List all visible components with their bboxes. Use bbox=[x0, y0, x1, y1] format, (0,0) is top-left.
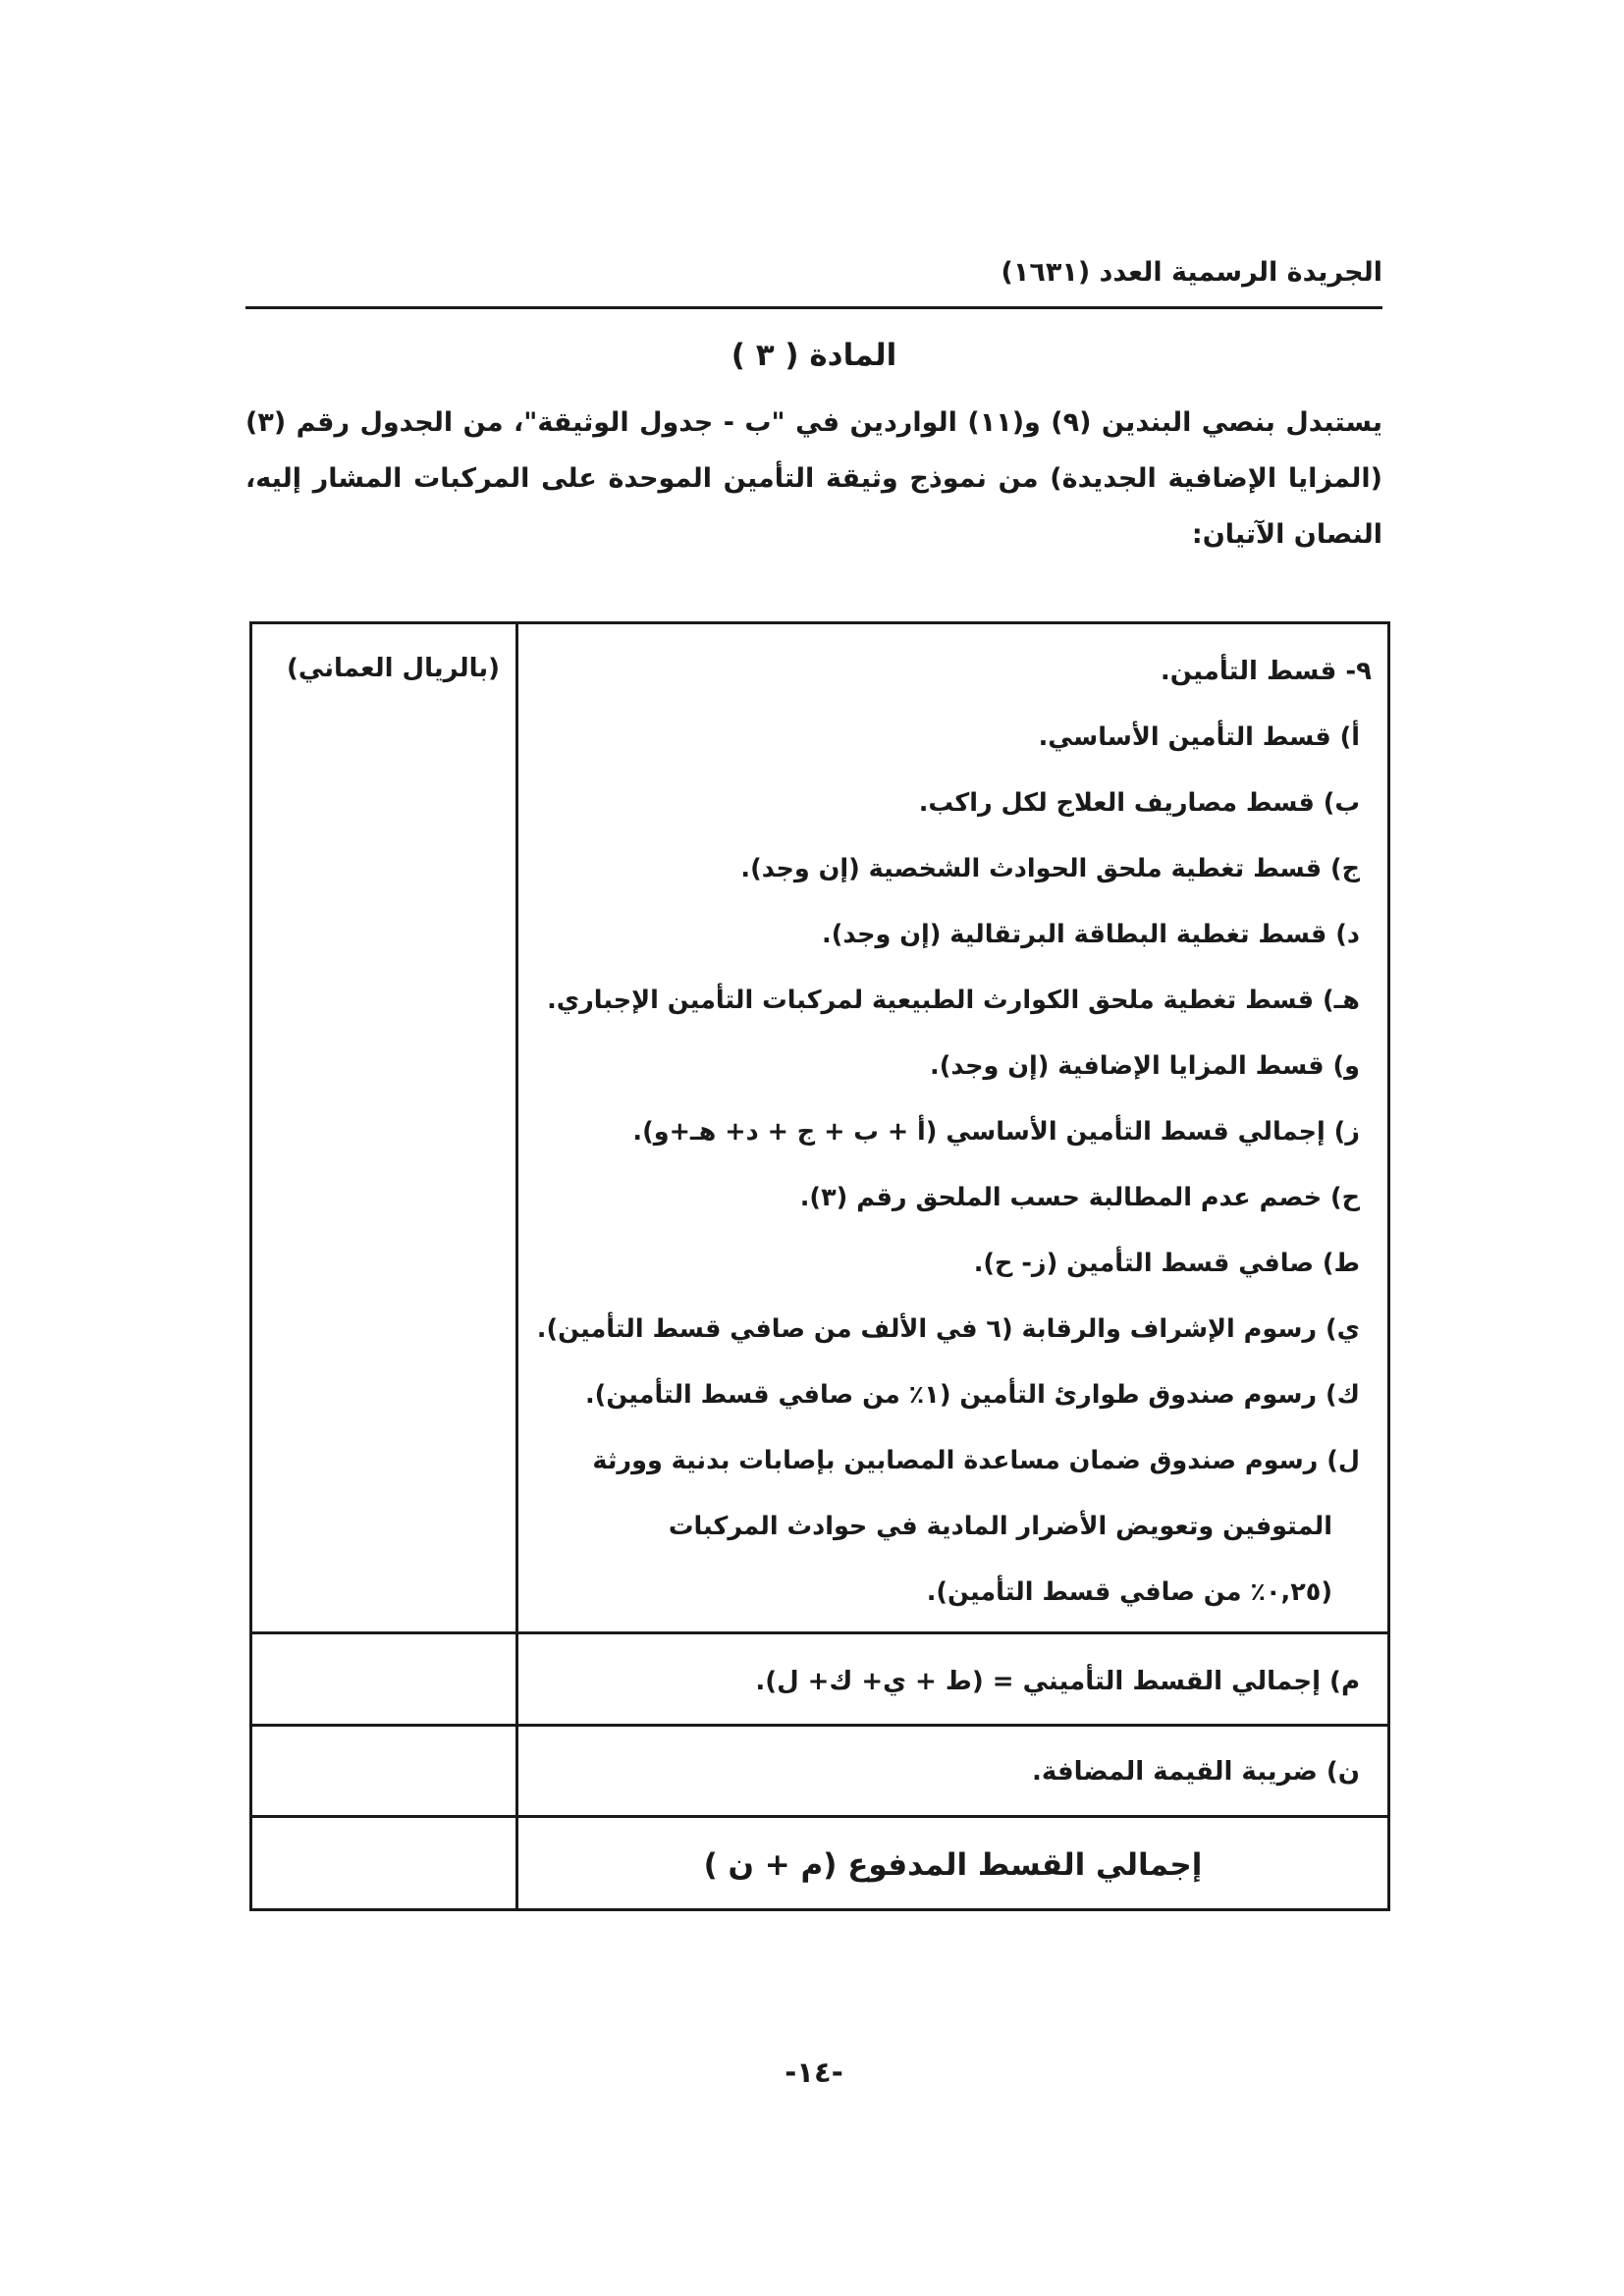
total-paid-cell bbox=[517, 1817, 1389, 1910]
item-l-line-1: ل) رسوم صندوق ضمان مساعدة المصابين بإصابات بدنية وورثة bbox=[592, 1446, 1360, 1475]
premium-table bbox=[249, 621, 1390, 1911]
list-item: ط) صافي قسط التأمين (ز- ح). bbox=[973, 1249, 1360, 1278]
currency-label: (بالريال العماني) bbox=[287, 654, 500, 683]
item-l-line-2: المتوفين وتعويض الأضرار المادية في حوادث المركبات bbox=[668, 1512, 1332, 1541]
article-intro: يستبدل بنصي البندين (٩) و(١١) الواردين في "ب - جدول الوثيقة"، من الجدول رقم (٣) (المزايا الإضافية الجديدة) من نموذج وثيقة التأمين الموحدة على المركبات المشار إليه، النصان الآتيان: bbox=[245, 407, 1382, 550]
vat-label: ن) ضريبة القيمة المضافة. bbox=[1031, 1757, 1360, 1787]
list-item: ي) رسوم الإشراف والرقابة (٦ في الألف من صافي قسط التأمين). bbox=[536, 1314, 1360, 1344]
list-item: ج) قسط تغطية ملحق الحوادث الشخصية (إن وجد). bbox=[740, 854, 1360, 883]
list-item: و) قسط المزايا الإضافية (إن وجد). bbox=[930, 1051, 1360, 1081]
list-item: أ) قسط التأمين الأساسي. bbox=[1038, 722, 1360, 752]
total-insurance-premium-value bbox=[251, 1633, 517, 1726]
total-paid-label: إجمالي القسط المدفوع (م + ن ) bbox=[703, 1847, 1203, 1883]
list-item-l bbox=[532, 1443, 1360, 1610]
list-item: د) قسط تغطية البطاقة البرتقالية (إن وجد). bbox=[822, 920, 1360, 949]
list-item: ك) رسوم صندوق طوارئ التأمين (١٪ من صافي قسط التأمين). bbox=[584, 1380, 1360, 1410]
item-l-line-3: (٠,٢٥٪ من صافي قسط التأمين). bbox=[926, 1577, 1332, 1607]
item-9-heading: ٩- قسط التأمين. bbox=[1160, 657, 1372, 686]
vat-value bbox=[251, 1726, 517, 1817]
vat-cell bbox=[517, 1726, 1389, 1817]
table-row-total-paid bbox=[251, 1817, 1389, 1910]
list-item: هـ) قسط تغطية ملحق الكوارث الطبيعية لمركبات التأمين الإجباري. bbox=[547, 986, 1360, 1015]
premium-items-list bbox=[518, 720, 1387, 1631]
list-item: ح) خصم عدم المطالبة حسب الملحق رقم (٣). bbox=[799, 1183, 1360, 1212]
premium-items-cell bbox=[517, 623, 1389, 1633]
page-header bbox=[245, 257, 1382, 309]
total-insurance-premium-cell bbox=[517, 1633, 1389, 1726]
page-number: -١٤- bbox=[785, 2056, 843, 2089]
article-title: المادة ( ٣ ) bbox=[731, 338, 897, 373]
table-row-total-insurance-premium bbox=[251, 1633, 1389, 1726]
table-row-vat bbox=[251, 1726, 1389, 1817]
list-item: ز) إجمالي قسط التأمين الأساسي (أ + ب + ج + د+ هـ+و). bbox=[632, 1117, 1360, 1147]
gazette-header-title: الجريدة الرسمية العدد (١٦٣١) bbox=[1001, 257, 1382, 288]
currency-cell bbox=[251, 623, 517, 1633]
table-row-premium-items bbox=[251, 623, 1389, 1633]
total-insurance-premium-label: م) إجمالي القسط التأميني = (ط + ي+ ك+ ل). bbox=[755, 1667, 1360, 1696]
total-paid-value bbox=[251, 1817, 517, 1910]
list-item: ب) قسط مصاريف العلاج لكل راكب. bbox=[918, 788, 1360, 818]
